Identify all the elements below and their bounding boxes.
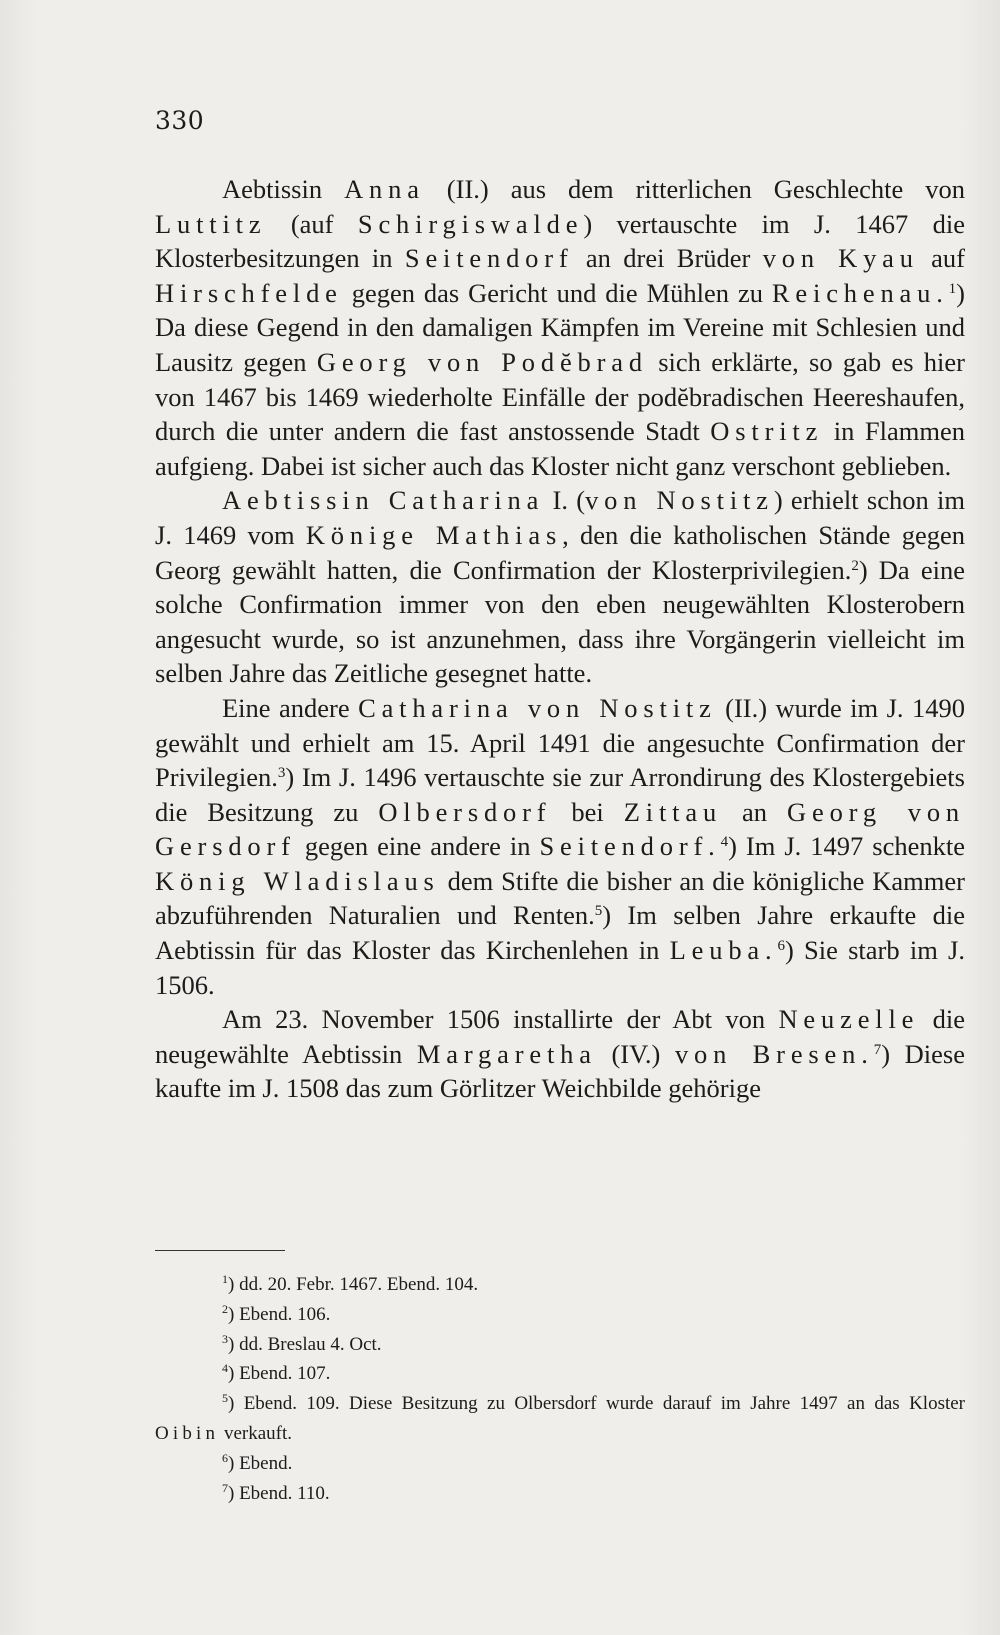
text-run: ) Da eine solche Confirmation immer von den eben neugewählten Klosterobern angesucht wurde, so ist anzunehmen, dass ihre Vorgängerin vielleicht im selben Jahre das Zeitliche gesegnet hatte.: [155, 554, 965, 689]
page-number: 330: [155, 106, 205, 135]
footnote-ref: 7: [222, 1480, 228, 1495]
text-run: ) Ebend. 109. Diese Besitzung zu Olbersdorf wurde darauf im Jahre 1497 an das Kloster: [228, 1393, 965, 1415]
footnote: [155, 1389, 965, 1449]
footnote-ref: 1: [948, 280, 957, 297]
spaced-name: Reichenau.: [771, 277, 949, 308]
text-run: ) Im J. 1497 schenkte: [728, 831, 965, 862]
spaced-name: Georg von Gersdorf: [155, 796, 965, 862]
spaced-name: Aebtissin Catharina: [222, 485, 545, 516]
footnote-ref: 5: [222, 1391, 228, 1406]
footnote: [155, 1270, 965, 1300]
spaced-name: Neuzelle: [778, 1004, 920, 1035]
spaced-name: König Wladislaus: [155, 865, 440, 896]
text-run: dem Stifte die bisher an die königliche Kammer abzuführenden Naturalien und Renten.: [155, 865, 965, 931]
body-text: [155, 172, 965, 1106]
text-run: in Flammen aufgieng. Dabei ist sicher auch das Kloster nicht ganz verschont geblieben.: [155, 416, 965, 481]
text-run: (auf: [266, 208, 358, 239]
text-run: gegen das Gericht und die Mühlen zu: [342, 277, 772, 308]
text-run: an: [722, 796, 788, 827]
text-run: I. (: [544, 485, 586, 516]
spaced-name: Catharina von Nostitz: [358, 692, 717, 723]
spaced-name: von Kyau: [762, 243, 919, 274]
text-run: ) Ebend.: [228, 1452, 293, 1474]
footnote-ref: 7: [873, 1041, 882, 1058]
text-run: ) Ebend. 107.: [228, 1363, 331, 1385]
text-run: ) vertauschte im J. 1467 die Klosterbesitzungen in: [155, 208, 965, 274]
text-run: , den die katholischen Stände gegen Georg gewählt hatten, die Confirmation der Klosterprivilegien.: [155, 519, 965, 585]
paragraph: [155, 1002, 965, 1106]
spaced-name: Schirgiswalde: [357, 208, 584, 239]
footnote-ref: 3: [222, 1331, 228, 1346]
spaced-name: Luttitz: [155, 208, 267, 239]
spaced-name: Hirschfelde: [155, 277, 343, 308]
footnote-ref: 6: [777, 938, 785, 955]
text-run: bei: [551, 796, 624, 827]
text-run: ) Diese kaufte im J. 1508 das zum Görlitzer Weichbilde gehörige: [155, 1038, 965, 1104]
spaced-name: Leuba.: [669, 935, 778, 966]
spaced-name: Anna: [344, 174, 425, 204]
spaced-name: Margaretha: [416, 1038, 597, 1069]
text-run: Am 23. November 1506 installirte der Abt von: [222, 1004, 779, 1035]
text-run: Aebtissin: [222, 174, 345, 204]
text-run: ) erhielt schon im J. 1469 vom: [155, 485, 966, 550]
text-run: an drei Brüder: [573, 243, 763, 274]
footnote-ref: 4: [720, 834, 729, 851]
footnote-ref: 2: [222, 1301, 228, 1316]
footnote-ref: 3: [277, 765, 286, 782]
footnote-divider: [155, 1250, 285, 1251]
spaced-name: von Nostitz: [585, 485, 774, 516]
text-run: ) dd. Breslau 4. Oct.: [228, 1333, 382, 1355]
text-run: (IV.): [596, 1038, 675, 1069]
spaced-name: Seitendorf: [404, 243, 574, 274]
footnote-ref: 6: [222, 1450, 228, 1465]
spaced-name: Olbersdorf: [378, 796, 552, 827]
text-run: sich erklärte, so gab es hier von 1467 bis 1469 wiederholte Einfälle der podĕbradischen Heereshaufen, durch die unter andern die fast anstossende Stadt: [155, 346, 965, 447]
spaced-name: Georg von Podĕbrad: [316, 346, 648, 377]
spaced-name: Könige Mathias: [305, 519, 563, 550]
footnotes: [155, 1270, 965, 1508]
spaced-name: von Bresen.: [674, 1038, 874, 1069]
text-run: gegen eine andere in: [295, 831, 540, 862]
spaced-name: Zittau: [623, 796, 723, 827]
paragraph: [155, 691, 965, 1002]
footnote-ref: 5: [594, 903, 603, 920]
paragraph: [155, 483, 965, 691]
text-run: Eine andere: [222, 692, 359, 723]
footnote: [155, 1300, 965, 1330]
footnote-ref: 4: [222, 1361, 228, 1376]
paragraph: [155, 172, 965, 483]
text-run: ) Da diese Gegend in den damaligen Kämpfen im Vereine mit Schlesien und Lausitz gegen: [155, 277, 965, 377]
footnote: [155, 1479, 965, 1509]
text-run: ) Ebend. 110.: [228, 1482, 330, 1504]
text-run: (II.) wurde im J. 1490 gewählt und erhielt am 15. April 1491 die angesuchte Confirmation der Privilegien.: [155, 692, 965, 793]
text-run: auf: [918, 243, 965, 274]
footnote: [155, 1330, 965, 1360]
text-run: ) Im J. 1496 vertauschte sie zur Arrondirung des Klostergebiets die Besitzung zu: [155, 762, 965, 827]
footnote: [155, 1449, 965, 1479]
text-run: ) Sie starb im J. 1506.: [155, 935, 965, 1000]
spaced-name: Oibin: [155, 1422, 220, 1444]
text-run: ) Ebend. 106.: [228, 1303, 331, 1325]
footnote-ref: 1: [222, 1272, 228, 1286]
spaced-name: Ostritz: [710, 416, 824, 447]
text-run: die neugewählte Aebtissin: [155, 1004, 966, 1069]
text-run: verkauft.: [219, 1422, 292, 1444]
footnote: [155, 1359, 965, 1389]
text-run: ) dd. 20. Febr. 1467. Ebend. 104.: [228, 1274, 479, 1295]
spaced-name: Seitendorf.: [539, 831, 721, 862]
text-run: (II.) aus dem ritterlichen Geschlechte von: [424, 174, 965, 204]
footnote-ref: 2: [851, 557, 859, 574]
text-run: ) Im selben Jahre erkaufte die Aebtissin für das Kloster das Kirchenlehen in: [155, 900, 965, 966]
